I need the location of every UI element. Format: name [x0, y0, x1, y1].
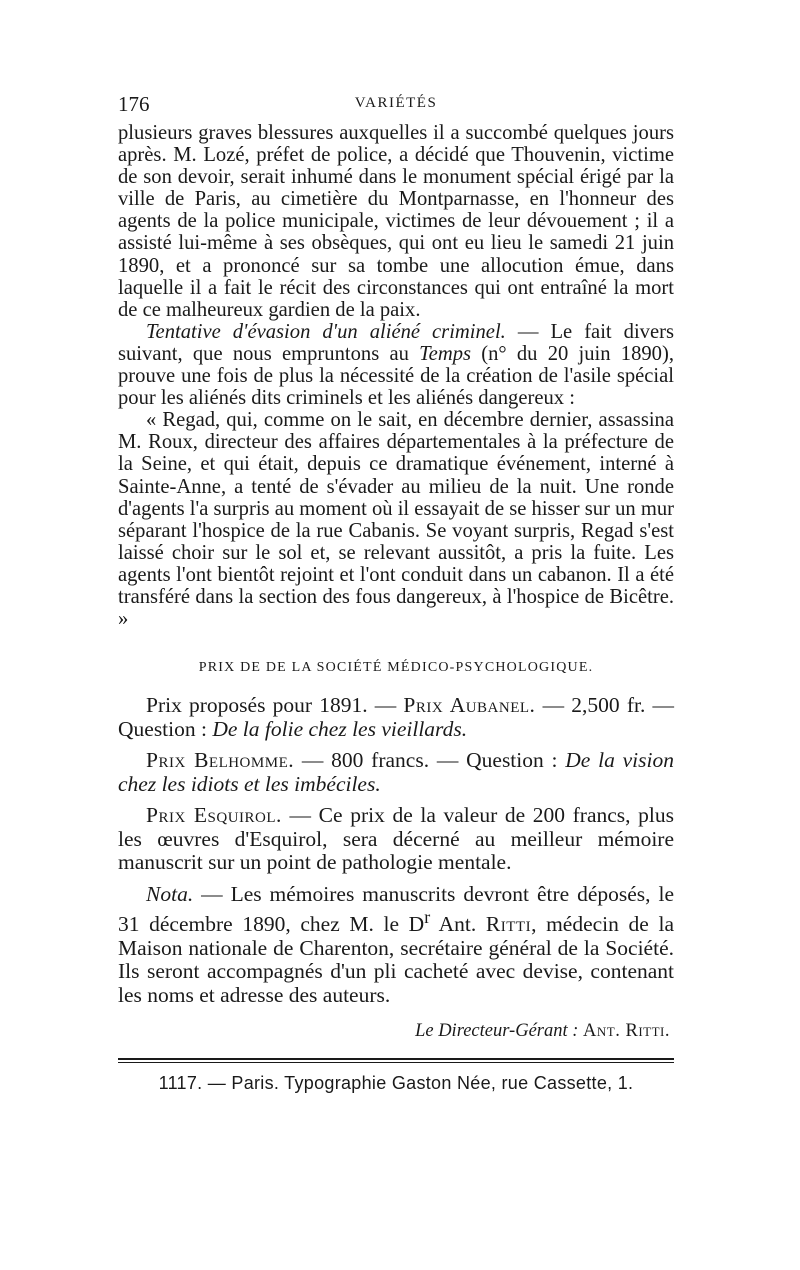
aubanel-name: Prix Aubanel.	[403, 693, 536, 718]
page	[118, 92, 674, 1094]
running-title: VARIÉTÉS	[354, 95, 438, 111]
prize-aubanel	[118, 694, 674, 741]
page-number: 176	[118, 92, 150, 116]
prizes-list	[118, 694, 674, 1007]
evasion-text-b: (n° du 20 juin 1890), prouve une fois de plus la nécessité de la création de l'asile spécial pour les aliénés dits criminels et les aliénés dangereux :	[118, 342, 674, 410]
aubanel-text-a: Prix proposés pour 1891. —	[146, 693, 404, 718]
nota-superscript: r	[424, 907, 431, 928]
signature	[118, 1021, 674, 1042]
nota-text-a: — Les mémoires manuscrits devront être déposés, le 31 décembre 1890, chez M. le D	[118, 881, 674, 937]
belhomme-name: Prix Belhomme.	[146, 748, 295, 773]
paragraph-evasion	[118, 321, 674, 409]
signature-role: Le Directeur-Gérant :	[415, 1021, 579, 1042]
journal-name: Temps	[419, 342, 472, 365]
evasion-text-a: — Le fait divers suivant, que nous empruntons au	[118, 320, 674, 365]
esquirol-name: Prix Esquirol.	[146, 803, 282, 828]
footer-rule-thin	[118, 1062, 674, 1063]
belhomme-text: — 800 francs. — Question :	[294, 748, 566, 773]
aubanel-question: De la folie chez les vieillards.	[212, 716, 468, 741]
nota-ritti: Ritti	[485, 912, 532, 937]
evasion-title: Tentative d'évasion d'un aliéné criminel.	[146, 320, 506, 343]
footer-rule-thick	[118, 1058, 674, 1060]
belhomme-question: De la vision chez les idiots et les imbéciles.	[118, 748, 674, 796]
printer-imprint: 1117. — Paris. Typographie Gaston Née, rue Cassette, 1.	[158, 1073, 634, 1094]
nota-text-b: Ant.	[430, 912, 486, 937]
nota-text-c: , médecin de la Maison nationale de Charenton, secrétaire général de la Société. Ils seront accompagnés d'un pli cacheté avec devise, contenant les noms et adresse des auteurs.	[118, 912, 674, 1007]
aubanel-text-b: — 2,500 fr. — Question :	[118, 693, 675, 741]
paragraph-thouvenin: plusieurs graves blessures auxquelles il a succombé quelques jours après. M. Lozé, préfet de police, a décidé que Thouvenin, victime de son devoir, serait inhumé dans le monument spécial érigé par la ville de Paris, au cimetière du Montparnasse, en l'honneur des agents de la police municipale, victimes de leur dévouement ; il a assisté lui-même à ses obsèques, qui ont eu lieu le samedi 21 juin 1890, et a prononcé sur sa tombe une allocution émue, dans laquelle il a fait le récit des circonstances qui ont entraîné la mort de ce malheureux gardien de la paix.	[118, 122, 674, 321]
prize-esquirol	[118, 804, 674, 875]
signature-name: Ant. Ritti.	[583, 1021, 670, 1042]
article-body	[118, 122, 674, 630]
nota-paragraph	[118, 883, 674, 1008]
esquirol-text: — Ce prix de la valeur de 200 francs, plus les œuvres d'Esquirol, sera décerné au meilleur mémoire manuscrit sur un point de pathologie mentale.	[118, 803, 674, 875]
paragraph-quotation: « Regad, qui, comme on le sait, en décembre dernier, assassina M. Roux, directeur des affaires départementales à la préfecture de la Seine, et qui était, depuis ce dramatique événement, interné à Sainte-Anne, a tenté de s'évader au milieu de la nuit. Une ronde d'agents l'a surpris au moment où il essayait de se hisser sur un mur séparant l'hospice de la rue Cabanis. Se voyant surpris, Regad s'est laissé choir sur le sol et, se relevant aussitôt, a pris la fuite. Les agents l'ont bientôt rejoint et l'ont conduit dans un cabanon. Il a été transféré dans la section des fous dangereux, à l'hospice de Bicêtre. »	[118, 409, 674, 631]
prizes-heading: PRIX DE DE LA SOCIÉTÉ MÉDICO-PSYCHOLOGIQUE.	[198, 660, 594, 676]
nota-label: Nota.	[146, 881, 194, 906]
prize-belhomme	[118, 749, 674, 796]
running-head	[118, 92, 674, 122]
